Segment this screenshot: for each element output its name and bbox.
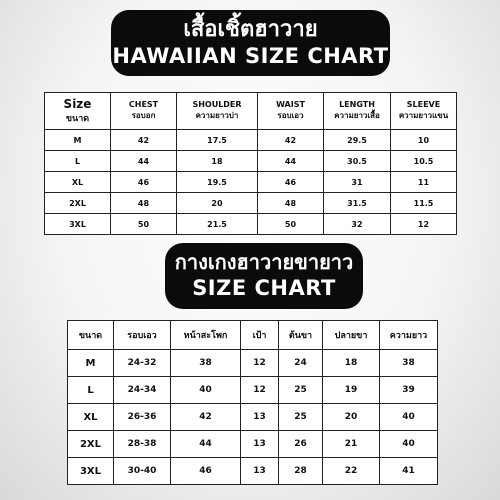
shirt-title-thai: เสื้อเชิ้ตฮาวาย bbox=[183, 17, 318, 42]
pants-header-leg-opening: ปลายขา bbox=[323, 321, 380, 350]
shirt-header-shoulder: SHOULDER ความยาวบ่า bbox=[177, 93, 258, 130]
shirt-header-waist: WAIST รอบเอว bbox=[258, 93, 324, 130]
shirt-header-chest: CHEST รอบอก bbox=[111, 93, 177, 130]
shirt-size-table bbox=[44, 92, 457, 235]
pants-header-length: ความยาว bbox=[380, 321, 438, 350]
pants-header-waist: รอบเอว bbox=[114, 321, 171, 350]
table-row: 2XL 48 20 48 31.5 11.5 bbox=[45, 193, 457, 214]
pants-title-banner bbox=[165, 243, 363, 309]
shirt-title-banner bbox=[111, 10, 390, 76]
shirt-header-size: Size ขนาด bbox=[45, 93, 111, 130]
pants-title-thai: กางเกงฮาวายขายาว bbox=[174, 250, 354, 274]
pants-header-size: ขนาด bbox=[68, 321, 114, 350]
pants-title-english: SIZE CHART bbox=[192, 276, 336, 300]
table-row: M 42 17.5 42 29.5 10 bbox=[45, 130, 457, 151]
shirt-title-english: HAWAIIAN SIZE CHART bbox=[112, 44, 389, 68]
pants-header-hip: หน้าสะโพก bbox=[171, 321, 241, 350]
pants-header-rise: เป้า bbox=[241, 321, 279, 350]
shirt-header-sleeve: SLEEVE ความยาวแขน bbox=[391, 93, 457, 130]
table-row: 2XL 28-38 44 13 26 21 40 bbox=[68, 431, 438, 458]
pants-header-thigh: ต้นขา bbox=[279, 321, 323, 350]
table-row: 3XL 30-40 46 13 28 22 41 bbox=[68, 458, 438, 485]
table-row: L 24-34 40 12 25 19 39 bbox=[68, 377, 438, 404]
table-row: L 44 18 44 30.5 10.5 bbox=[45, 151, 457, 172]
table-row: XL 46 19.5 46 31 11 bbox=[45, 172, 457, 193]
pants-size-table bbox=[67, 320, 438, 485]
table-row: M 24-32 38 12 24 18 38 bbox=[68, 350, 438, 377]
shirt-header-length: LENGTH ความยาวเสื้อ bbox=[324, 93, 391, 130]
table-row: 3XL 50 21.5 50 32 12 bbox=[45, 214, 457, 235]
pants-table-header-row bbox=[68, 321, 438, 350]
shirt-table-header-row bbox=[45, 93, 457, 130]
table-row: XL 26-36 42 13 25 20 40 bbox=[68, 404, 438, 431]
